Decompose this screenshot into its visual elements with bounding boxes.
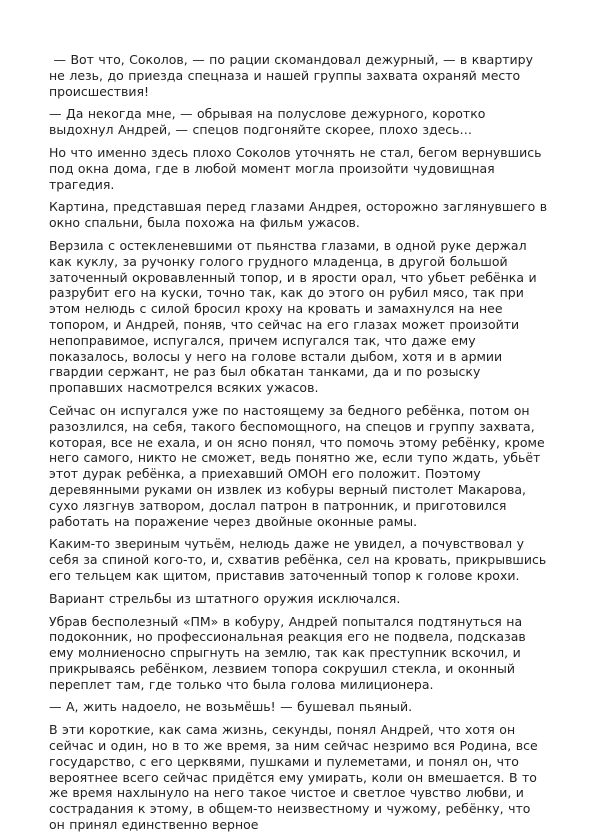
paragraph-narrative: Верзила с остекленевшими от пьянства глазами, в одной руке держал как куклу, за ручонку голого грудного младенца, в другой большой заточенный окровавленный топор, и в ярости орал, что убьет ребёнка и разрубит его на куски, точно так, как до этого он рубил мясо, так при этом нелюдь с силой бросил кроху на кровать и замахнулся на нее топором, и Андрей, поняв, что сейчас на его глазах может произойти непоправимое, испугался, причем испугался так, что даже ему показалось, волосы у него на голове встали дыбом, хотя и в армии гвардии сержант, не раз был обкатан танками, да и по розыску пропавших насмотрелся всяких ужасов. [49, 237, 537, 396]
paragraph-dialog-andrey: — Да некогда мне, — обрывая на полуслове дежурного, коротко выдохнул Андрей, — спецов подгоняйте скорее, плохо здесь… [49, 106, 486, 138]
paragraph-narrative: Убрав бесполезный «ПМ» в кобуру, Андрей попытался подтянуться на подоконник, но профессиональная реакция его не подвела, подсказав ему молниеносно спрыгнуть на землю, так как преступник вскочил, и прикрываясь ребёнком, лезвием топора сокрушил стекла, и оконный переплет там, где только что была голова милиционера. [49, 613, 526, 692]
paragraph-narrative: Сейчас он испугался уже по настоящему за бедного ребёнка, потом он разозлился, на себя, такого беспомощного, на спецов и группу захвата, которая, все не ехала, и он ясно понял, что помочь этому ребёнку, кроме него самого, никто не сможет, ведь понятно же, если тупо ждать, убьёт этот дурак ребёнка, а приехавший ОМОН его положит. Поэтому деревянными руками он извлек из кобуры верный пистолет Макарова, сухо лязгнув затвором, дослал патрон в патронник, и приготовился работать на поражение через двойные оконные рамы. [49, 402, 545, 529]
paragraph-narrative: Картина, представшая перед глазами Андрея, осторожно заглянувшего в окно спальни, была похожа на фильм ужасов. [49, 199, 548, 231]
paragraph-narrative: Вариант стрельбы из штатного оружия исключался. [49, 590, 401, 606]
paragraph-narrative: Но что именно здесь плохо Соколов уточнять не стал, бегом вернувшись под окна дома, где в любой момент могла произойти чудовищная трагедия. [49, 144, 542, 192]
paragraph-dialog-drunk: — А, жить надоело, не возьмёшь! — бушевал пьяный. [49, 699, 413, 715]
paragraph-narrative: Каким-то звериным чутьём, нелюдь даже не увидел, а почувствовал у себя за спиной кого-то, и, схватив ребёнка, сел на кровать, прикрывшись его тельцем как щитом, приставив заточенный топор к голове крохи. [49, 536, 547, 583]
paragraph-narrative: В эти короткие, как сама жизнь, секунды, понял Андрей, что хотя он сейчас и один, но в то же время, за ним сейчас незримо вся Родина, все государство, с его церквями, пушками и пулеметами, и понял он, что вероятнее всего сейчас придётся ему умирать, коли он вмешается. В то же время нахлынуло на него такое чистое и светлое чувство любви, и сострадания к этому, в общем-то неизвестному и чужому, ребёнку, что он принял единственно верное [49, 722, 538, 833]
paragraph-dialog-dispatcher: — Вот что, Соколов, — по рации скомандовал дежурный, — в квартиру не лезь, до приезда спецназа и нашей группы захвата охраняй место происшествия! [49, 52, 534, 99]
